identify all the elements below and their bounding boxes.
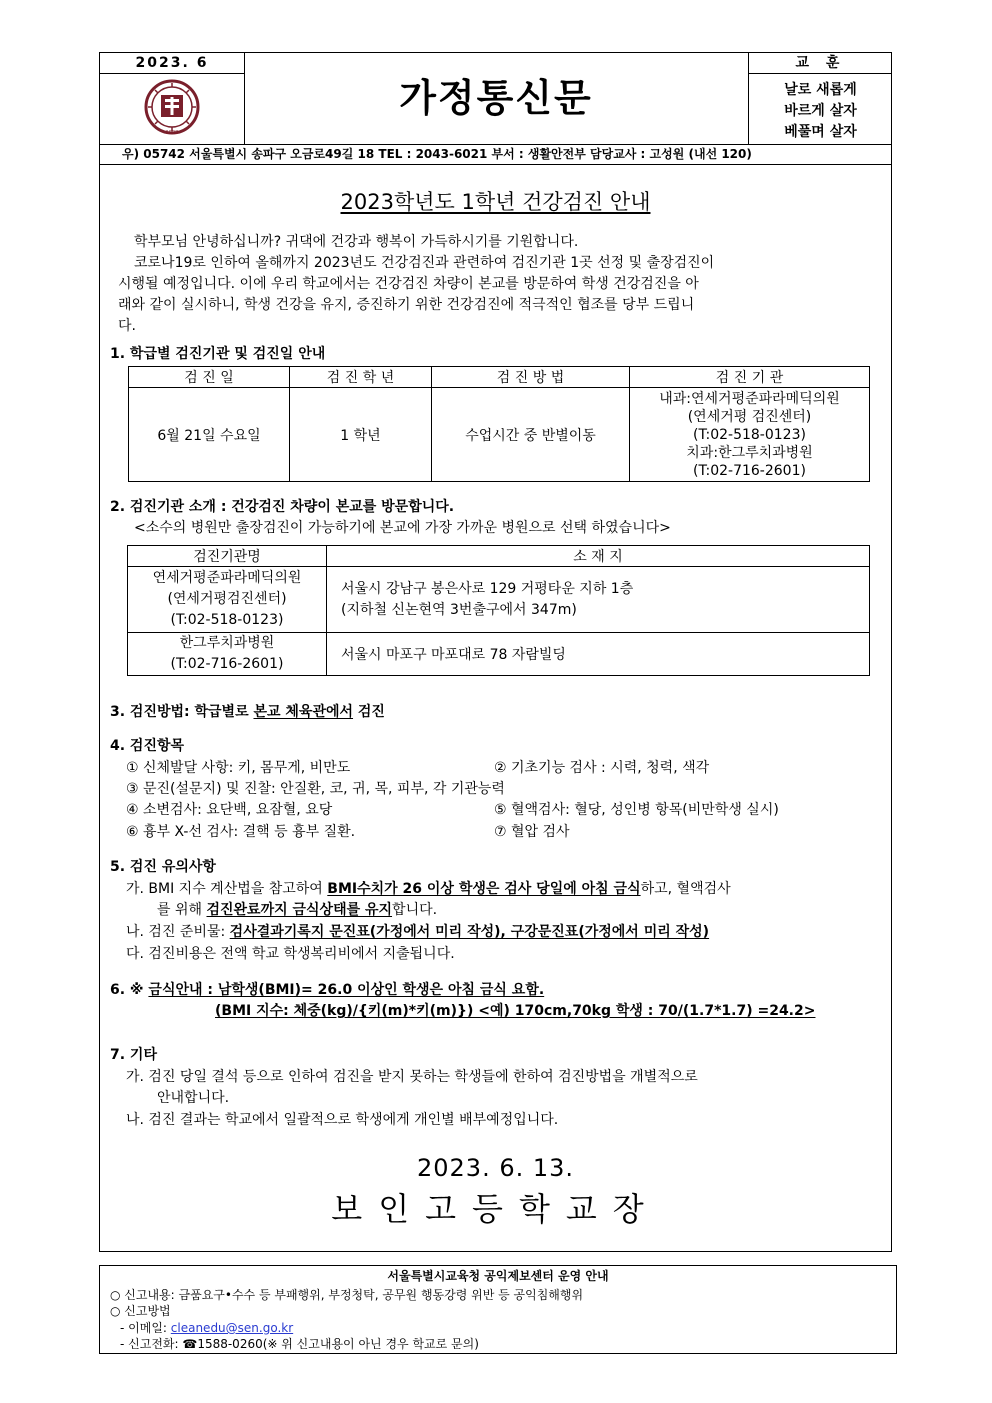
exam-schedule-table	[128, 366, 870, 482]
etc-ga: 가. 검진 당일 결석 등으로 인하여 검진을 받지 못하는 학생들에 한하여 검진방법을 개별적으로	[126, 1069, 698, 1085]
institution-name: 한그루치과병원 (T:02-716-2601)	[128, 633, 327, 676]
notice-line: ○ 신고방법	[110, 1304, 171, 1318]
notice-phone: - 신고전화: ☎1588-0260(※ 위 신고내용이 아닌 경우 학교로 문의)	[120, 1337, 479, 1351]
notice-email: - 이메일: cleanedu@sen.go.kr	[120, 1321, 294, 1335]
letterhead-left	[100, 53, 245, 144]
caution-da: 다. 검진비용은 전액 학교 학생복리비에서 지출됩니다.	[126, 946, 455, 962]
table-row	[129, 388, 870, 482]
section-5-heading: 5. 검진 유의사항	[110, 859, 216, 875]
motto-line-3: 베풀며 살자	[784, 124, 857, 140]
section-3-heading: 3. 검진방법: 학급별로 본교 체육관에서 검진	[110, 704, 385, 720]
exam-date: 6월 21일 수요일	[129, 388, 290, 482]
list-item: ① 신체발달 사항: 키, 몸무게, 비만도	[126, 760, 351, 776]
col-header: 검진기관명	[128, 546, 327, 567]
motto-box	[748, 53, 892, 144]
list-item: ⑥ 흉부 X-선 검사: 결핵 등 흉부 질환.	[126, 824, 356, 840]
motto-label: 교 훈	[749, 53, 892, 74]
list-item: ④ 소변검사: 요단백, 요잠혈, 요당	[126, 802, 333, 818]
section-1-heading: 1. 학급별 검진기관 및 검진일 안내	[110, 346, 326, 362]
col-header: 검 진 학 년	[290, 367, 432, 388]
col-header: 소 재 지	[327, 546, 870, 567]
section-2-note: <소수의 병원만 출장검진이 가능하기에 본교에 가장 가까운 병원으로 선택 하였습니다>	[134, 520, 671, 536]
caution-ga-cont: 를 위해 검진완료까지 금식상태를 유지합니다.	[157, 902, 438, 918]
caution-ga: 가. BMI 지수 계산법을 참고하여 BMI수치가 26 이상 학생은 검사 당일에 아침 금식하고, 혈액검사	[126, 881, 731, 897]
notice-line: ○ 신고내용: 금품요구•수수 등 부패행위, 부정청탁, 공무원 행동강령 위반 등 공익침해행위	[110, 1288, 584, 1302]
table-header-row	[129, 367, 870, 388]
section-7-heading: 7. 기타	[110, 1047, 157, 1063]
document-title: 2023학년도 1학년 건강검진 안내	[340, 190, 651, 214]
intro-line-2: 시행될 예정입니다. 이에 우리 학교에서는 건강검진 차량이 본교를 방문하여 학생 건강검진을 아	[118, 276, 699, 292]
col-header: 검 진 일	[129, 367, 290, 388]
list-item: ⑦ 혈압 검사	[494, 824, 570, 840]
list-item: ⑤ 혈액검사: 혈당, 성인병 항목(비만학생 실시)	[494, 802, 779, 818]
page-title: 가정통신문	[399, 76, 593, 120]
col-header: 검 진 기 관	[630, 367, 870, 388]
etc-ga-cont: 안내합니다.	[157, 1090, 230, 1106]
section-2-heading: 2. 검진기관 소개 : 건강검진 차량이 본교를 방문합니다.	[110, 499, 455, 515]
list-item: ③ 문진(설문지) 및 진찰: 안질환, 코, 귀, 목, 피부, 각 기관능력	[126, 781, 505, 797]
intro-greeting: 학부모님 안녕하십니까? 귀댁에 건강과 행복이 가득하시기를 기원합니다.	[134, 234, 579, 250]
exam-method: 수업시간 중 반별이동	[432, 388, 630, 482]
issue-date: 2023. 6	[100, 53, 244, 74]
motto-line-1: 날로 새롭게	[784, 82, 857, 98]
principal-signature: 보인고등학교장	[331, 1190, 660, 1228]
seal-year: 1908	[165, 130, 179, 135]
caution-na: 나. 검진 준비물: 검사결과기록지 문진표(가정에서 미리 작성), 구강문진표(가정에서 미리 작성)	[126, 924, 710, 940]
intro-line-1: 코로나19로 인하여 올해까지 2023년도 건강검진과 관련하여 검진기관 1곳 선정 및 출장검진이	[134, 255, 715, 271]
whistleblower-notice	[99, 1265, 897, 1354]
col-header: 검 진 방 법	[432, 367, 630, 388]
intro-line-4: 다.	[118, 318, 136, 334]
table-header-row	[128, 546, 870, 567]
table-row	[128, 567, 870, 633]
issue-date-footer: 2023. 6. 13.	[416, 1154, 575, 1182]
institution-table	[127, 545, 870, 676]
etc-na: 나. 검진 결과는 학교에서 일괄적으로 학생에게 개인별 배부예정입니다.	[126, 1112, 559, 1128]
list-item: ② 기초기능 검사 : 시력, 청력, 색각	[494, 760, 710, 776]
exam-grade: 1 학년	[290, 388, 432, 482]
motto-line-2: 바르게 살자	[784, 103, 857, 119]
section-6-bmi-formula: (BMI 지수: 체중(kg)/{키(m)*키(m)}) <예) 170cm,70kg 학생 : 70/(1.7*1.7) =24.2>	[215, 1003, 816, 1019]
school-seal-icon	[144, 79, 200, 135]
institution-name: 연세거평준파라메딕의원 (연세거평검진센터) (T:02-518-0123)	[128, 567, 327, 633]
exam-institution: 내과:연세거평준파라메딕의원 (연세거평 검진센터) (T:02-518-0123) 치과:한그루치과병원 (T:02-716-2601)	[630, 388, 870, 482]
email-link[interactable]: cleanedu@sen.go.kr	[170, 1321, 294, 1335]
notice-title: 서울특별시교육청 공익제보센터 운영 안내	[387, 1269, 609, 1283]
school-address: 우) 05742 서울특별시 송파구 오금로49길 18 TEL : 2043-6021 부서 : 생활안전부 담당교사 : 고성원 (내선 120)	[99, 145, 892, 165]
section-6-fasting: 6. ※ 금식안내 : 남학생(BMI)= 26.0 이상인 학생은 아침 금식 요함.	[110, 982, 545, 998]
letterhead	[99, 52, 892, 145]
section-4-heading: 4. 검진항목	[110, 738, 185, 754]
institution-location: 서울시 마포구 마포대로 78 자람빌딩	[327, 633, 870, 676]
institution-location: 서울시 강남구 봉은사로 129 거평타운 지하 1층 (지하철 신논현역 3번출구에서 347m)	[327, 567, 870, 633]
table-row	[128, 633, 870, 676]
intro-line-3: 래와 같이 실시하니, 학생 건강을 유지, 증진하기 위한 건강검진에 적극적인 협조를 당부 드립니	[118, 297, 695, 313]
